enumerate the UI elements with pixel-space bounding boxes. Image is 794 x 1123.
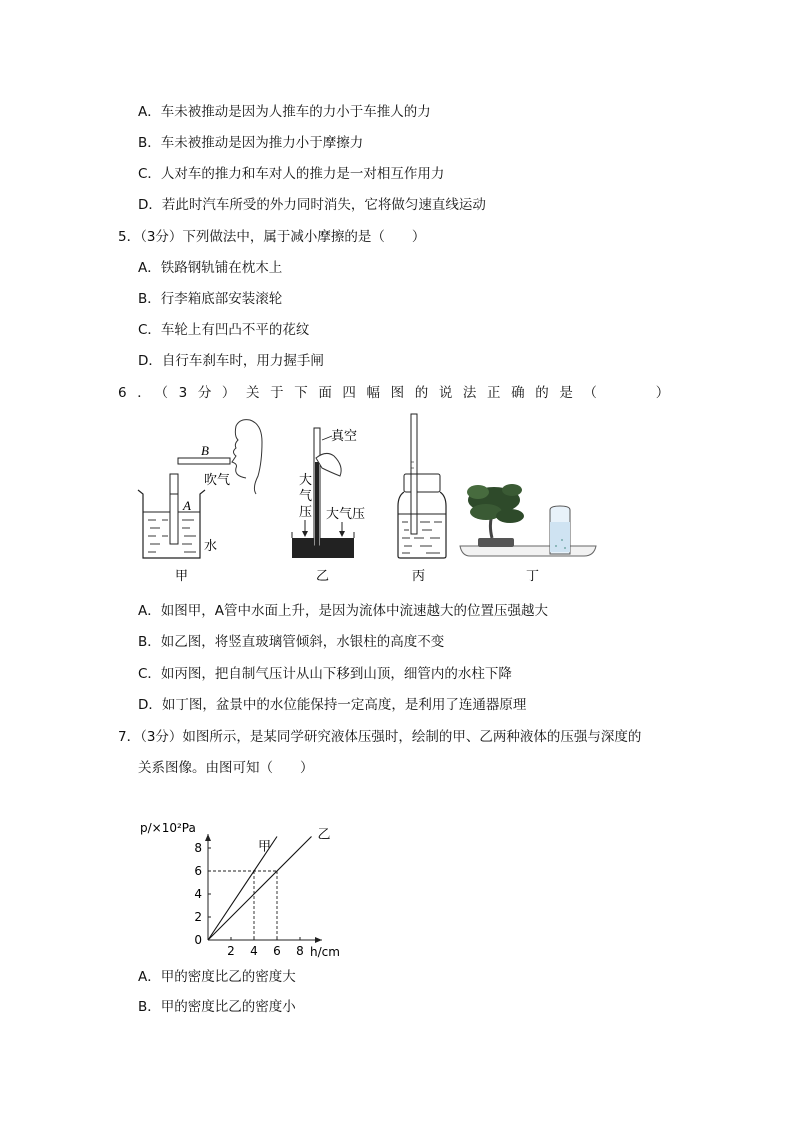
figure-bing [398,414,446,584]
label-atm: 大气压 [326,507,366,522]
q7-chart [130,812,390,962]
x-axis-label: h/cm [310,945,340,959]
y-tick-label: 8 [194,841,202,855]
figure-yi [292,428,365,584]
q6-stem: 6．（3分）关于下面四幅图的说法正确的是（ ） [118,385,680,401]
y-tick-label: 2 [194,910,202,924]
q6-option-b: B．如乙图，将竖直玻璃管倾斜，水银柱的高度不变 [138,634,445,650]
q7-stem-line1: 7．（3分）如图所示，是某同学研究液体压强时，绘制的甲、乙两种液体的压强与深度的 [118,729,642,745]
y-axis-arrow [205,834,211,841]
x-axis-arrow [315,937,322,943]
label-vacuum: 真空 [331,429,358,444]
caption-ding: 丁 [526,569,540,584]
q4-option-c: C．人对车的推力和车对人的推力是一对相互作用力 [138,166,445,182]
label-a: A [183,498,191,513]
q5-option-c: C．车轮上有凹凸不平的花纹 [138,322,310,338]
q4-option-a: A．车未被推动是因为人推车的力小于车推人的力 [138,104,431,120]
q4-option-b: B．车未被推动是因为推力小于摩擦力 [138,135,364,151]
caption-yi: 乙 [316,569,330,584]
q5-option-d: D．自行车刹车时，用力握手闸 [138,353,324,369]
x-tick-label: 4 [250,944,258,958]
y-tick-label: 4 [194,887,202,901]
q6-option-c: C．如丙图，把自制气压计从山下移到山顶，细管内的水柱下降 [138,666,512,682]
y-axis-label: p/×10²Pa [140,821,196,835]
figure-jia [138,420,262,584]
x-tick-label: 6 [273,944,281,958]
series-label-2: 乙 [317,827,331,843]
q5-option-a: A．铁路钢轨铺在枕木上 [138,260,283,276]
q7-option-a: A．甲的密度比乙的密度大 [138,969,296,985]
caption-bing: 丙 [412,569,426,584]
q5-stem: 5．（3分）下列做法中，属于减小摩擦的是（ ） [118,229,426,245]
label-blow: 吹气 [204,473,231,488]
x-tick-label: 8 [296,944,304,958]
label-b: B [201,443,209,458]
x-tick-label: 2 [227,944,235,958]
series-label-1: 甲 [257,839,271,855]
q7-option-b: B．甲的密度比乙的密度小 [138,999,296,1015]
label-atm-v2: 气 [299,489,313,504]
caption-jia: 甲 [175,569,189,584]
label-atm-v3: 压 [299,505,313,520]
q5-option-b: B．行李箱底部安装滚轮 [138,291,283,307]
label-atm-v1: 大 [299,473,313,488]
figure-ding [460,484,596,584]
q6-option-a: A．如图甲，A管中水面上升，是因为流体中流速越大的位置压强越大 [138,603,548,619]
label-water: 水 [204,539,218,554]
q6-option-d: D．如丁图，盆景中的水位能保持一定高度，是利用了连通器原理 [138,697,527,713]
y-tick-label: 6 [194,864,202,878]
q6-figure [0,410,794,610]
origin-label: 0 [194,933,202,947]
q7-stem-line2: 关系图像。由图可知（ ） [138,760,314,776]
q4-option-d: D．若此时汽车所受的外力同时消失，它将做匀速直线运动 [138,197,486,213]
